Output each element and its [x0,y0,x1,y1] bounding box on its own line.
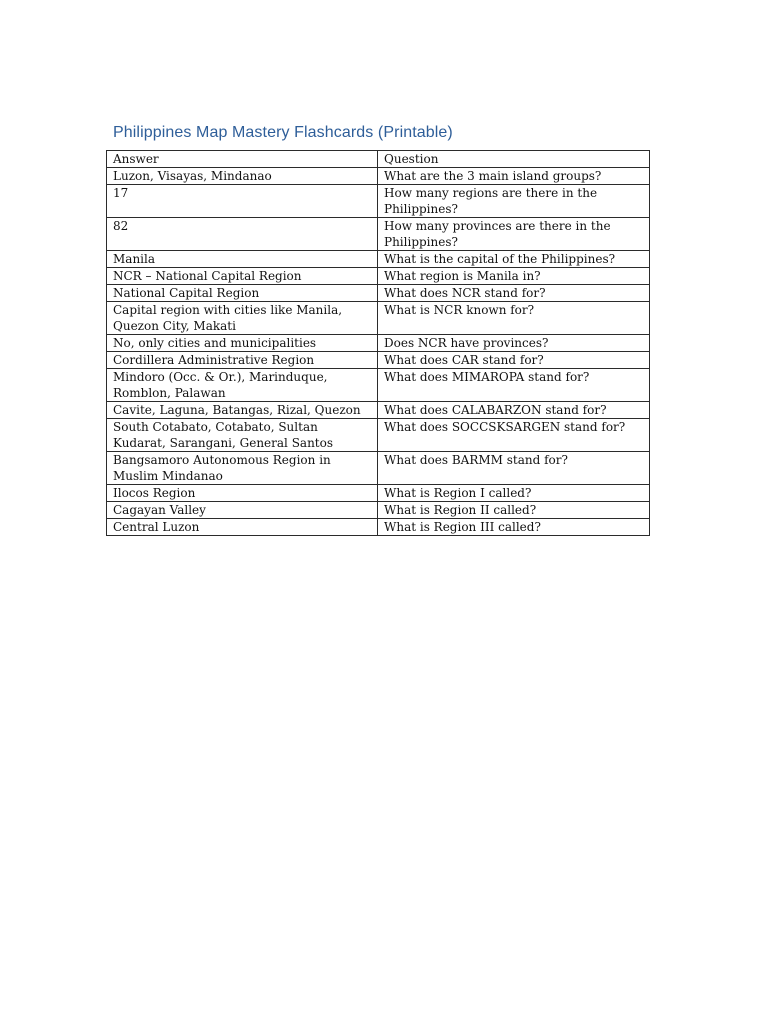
table-row [107,502,650,519]
table-row [107,285,650,302]
question-cell: What does SOCCSKSARGEN stand for? [378,419,650,452]
question-cell: How many provinces are there in the Philippines? [378,218,650,251]
answer-cell: Cagayan Valley [107,502,378,519]
answer-cell: Capital region with cities like Manila, Quezon City, Makati [107,302,378,335]
flashcard-rows [107,168,650,536]
question-cell: What does BARMM stand for? [378,452,650,485]
page-title: Philippines Map Mastery Flashcards (Printable) [113,124,453,141]
answer-cell: NCR – National Capital Region [107,268,378,285]
table-row [107,485,650,502]
table-row [107,419,650,452]
question-cell: What region is Manila in? [378,268,650,285]
answer-cell: Bangsamoro Autonomous Region in Muslim Mindanao [107,452,378,485]
answer-cell: Ilocos Region [107,485,378,502]
answer-cell: National Capital Region [107,285,378,302]
answer-cell: South Cotabato, Cotabato, Sultan Kudarat, Sarangani, General Santos [107,419,378,452]
table-row [107,302,650,335]
question-cell: What is the capital of the Philippines? [378,251,650,268]
question-cell: What does CAR stand for? [378,352,650,369]
question-cell: What is NCR known for? [378,302,650,335]
table-row [107,268,650,285]
table-row [107,185,650,218]
answer-cell: Cavite, Laguna, Batangas, Rizal, Quezon [107,402,378,419]
table-row [107,369,650,402]
question-cell: Does NCR have provinces? [378,335,650,352]
question-cell: What does MIMAROPA stand for? [378,369,650,402]
question-cell: How many regions are there in the Philippines? [378,185,650,218]
question-cell: What is Region II called? [378,502,650,519]
table-row [107,402,650,419]
table-row [107,218,650,251]
question-cell: What does CALABARZON stand for? [378,402,650,419]
question-cell: What is Region I called? [378,485,650,502]
table-row [107,168,650,185]
question-column-header: Question [378,151,650,168]
table-row [107,335,650,352]
answer-cell: Central Luzon [107,519,378,536]
answer-cell: Luzon, Visayas, Mindanao [107,168,378,185]
answer-cell: Mindoro (Occ. & Or.), Marinduque, Romblon, Palawan [107,369,378,402]
answer-cell: 82 [107,218,378,251]
question-cell: What are the 3 main island groups? [378,168,650,185]
table-row [107,519,650,536]
table-row [107,452,650,485]
answer-cell: Cordillera Administrative Region [107,352,378,369]
answer-cell: Manila [107,251,378,268]
question-cell: What does NCR stand for? [378,285,650,302]
answer-cell: No, only cities and municipalities [107,335,378,352]
table-header-row [107,151,650,168]
table-row [107,352,650,369]
question-cell: What is Region III called? [378,519,650,536]
table-row [107,251,650,268]
answer-column-header: Answer [107,151,378,168]
flashcard-table [106,150,650,536]
answer-cell: 17 [107,185,378,218]
